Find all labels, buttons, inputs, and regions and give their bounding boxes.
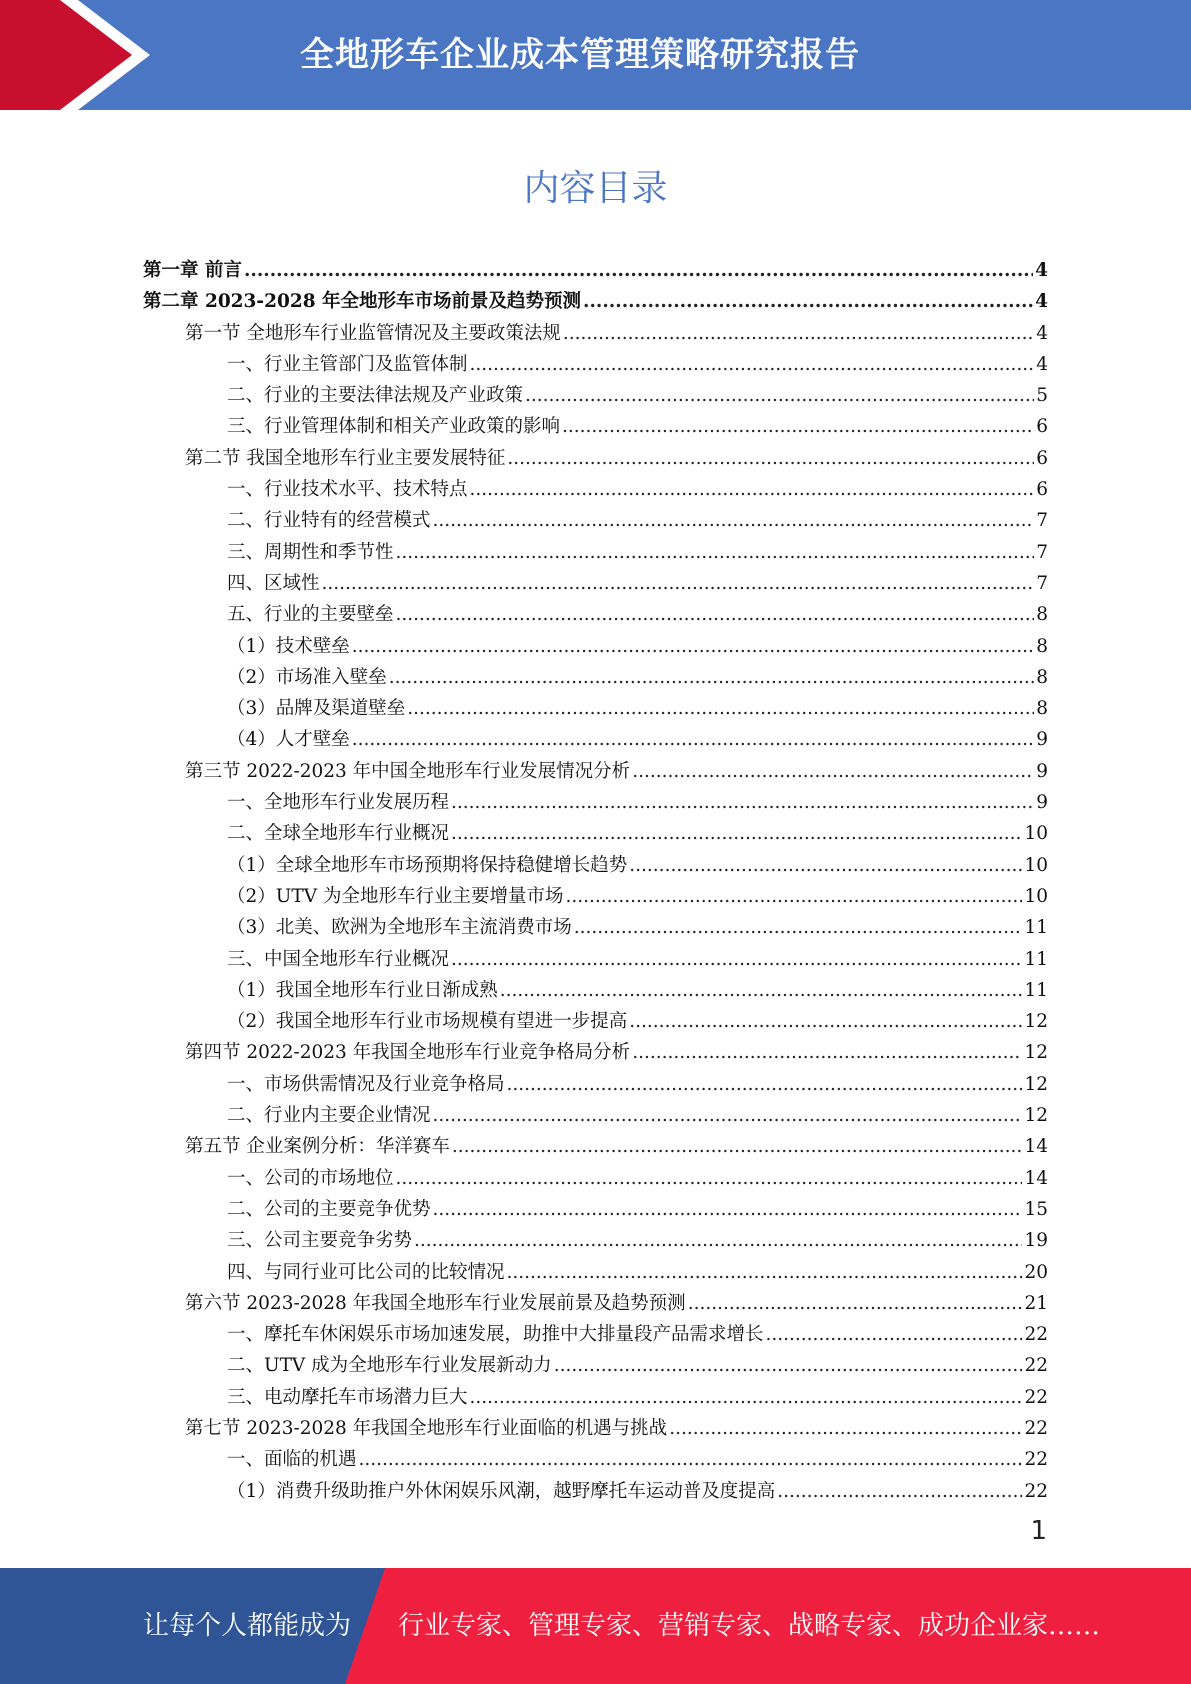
toc-entry[interactable] [143,1476,1048,1507]
toc-entry[interactable] [143,1131,1048,1162]
toc-dot-leader [507,443,1034,474]
toc-dot-leader [452,1131,1023,1162]
toc-entry[interactable] [143,787,1048,818]
toc-entry-page: 6 [1036,447,1048,469]
toc-dot-leader [359,1444,1023,1475]
toc-dot-leader [414,1225,1022,1256]
toc-dot-leader [352,724,1034,755]
toc-entry[interactable] [143,975,1048,1006]
toc-entry-page: 22 [1024,1417,1048,1439]
toc-entry[interactable] [143,818,1048,849]
toc-entry-title: 二、全球全地形车行业概况 [227,823,450,845]
toc-dot-leader [396,599,1035,630]
toc-entry-page: 5 [1036,385,1048,407]
toc-entry-title: 三、周期性和季节性 [227,541,394,563]
toc-dot-leader [525,380,1034,411]
toc-entry-title: 一、公司的市场地位 [227,1167,394,1189]
toc-entry-page: 19 [1024,1230,1048,1252]
toc-entry-title: 三、公司主要竞争劣势 [227,1230,413,1252]
toc-entry-page: 20 [1024,1261,1048,1283]
toc-entry-page: 6 [1036,416,1048,438]
toc-entry-page: 4 [1036,322,1048,344]
toc-entry-title: （1）我国全地形车行业日渐成熟 [227,979,498,1001]
toc-dot-leader [562,411,1034,442]
toc-entry-title: （4）人才壁垒 [227,729,350,751]
toc-entry[interactable] [143,1163,1048,1194]
toc-entry-title: 二、UTV 成为全地形车行业发展新动力 [227,1355,552,1377]
toc-entry-page: 12 [1024,1073,1048,1095]
footer-slogan-right: 行业专家、管理专家、营销专家、战略专家、成功企业家…… [398,1611,1101,1641]
toc-entry-page: 9 [1036,729,1048,751]
toc-heading: 内容目录 [523,168,668,209]
toc-dot-leader [777,1476,1022,1507]
toc-dot-leader [574,912,1023,943]
toc-dot-leader [470,349,1035,380]
toc-entry[interactable] [143,912,1048,943]
toc-entry-title: 第七节 2023-2028 年我国全地形车行业面临的机遇与挑战 [185,1417,668,1439]
toc-entry-title: 一、全地形车行业发展历程 [227,792,450,814]
toc-entry-page: 12 [1024,1105,1048,1127]
toc-dot-leader [389,662,1034,693]
toc-entry-title: 二、行业特有的经营模式 [227,510,431,532]
toc-dot-leader [433,505,1035,536]
toc-entry-title: 二、行业内主要企业情况 [227,1105,431,1127]
toc-dot-leader [563,318,1034,349]
toc-entry[interactable] [143,443,1048,474]
toc-entry[interactable] [143,693,1048,724]
toc-entry-title: （3）北美、欧洲为全地形车主流消费市场 [227,917,572,939]
toc-entry[interactable] [143,286,1048,317]
toc-entry-page: 14 [1024,1167,1048,1189]
toc-dot-leader [632,1037,1022,1068]
toc-entry[interactable] [143,1382,1048,1413]
toc-entry-page: 21 [1024,1292,1048,1314]
toc-dot-leader [451,787,1034,818]
toc-entry-page: 22 [1024,1355,1048,1377]
toc-dot-leader [470,474,1035,505]
table-of-contents [143,255,1048,1507]
toc-entry[interactable] [143,568,1048,599]
toc-dot-leader [632,756,1034,787]
toc-entry-title: 一、摩托车休闲娱乐市场加速发展，助推中大排量段产品需求增长 [227,1324,764,1346]
toc-entry[interactable] [143,537,1048,568]
toc-entry-page: 8 [1036,698,1048,720]
toc-entry[interactable] [143,1069,1048,1100]
toc-entry[interactable] [143,662,1048,693]
toc-dot-leader [688,1288,1023,1319]
toc-dot-leader [407,693,1034,724]
page-header [0,0,1191,110]
toc-entry[interactable] [143,724,1048,755]
toc-entry-title: 第一节 全地形车行业监管情况及主要政策法规 [185,322,561,344]
toc-dot-leader [565,881,1022,912]
toc-entry-page: 22 [1024,1324,1048,1346]
toc-entry-title: 第三节 2022-2023 年中国全地形车行业发展情况分析 [185,760,631,782]
toc-entry[interactable] [143,1413,1048,1444]
toc-entry-page: 6 [1036,479,1048,501]
toc-dot-leader [244,255,1033,286]
toc-entry-page: 8 [1036,666,1048,688]
toc-entry[interactable] [143,599,1048,630]
toc-entry[interactable] [143,1194,1048,1225]
toc-entry[interactable] [143,1225,1048,1256]
toc-entry-title: 第五节 企业案例分析：华洋赛车 [185,1136,450,1158]
toc-entry-page: 10 [1024,823,1048,845]
toc-entry-page: 11 [1024,979,1048,1001]
toc-dot-leader [507,1069,1023,1100]
toc-dot-leader [396,1163,1023,1194]
toc-entry-title: 三、中国全地形车行业概况 [227,948,450,970]
page-number: 1 [1030,1516,1047,1546]
toc-dot-leader [766,1319,1023,1350]
toc-entry-title: 二、行业的主要法律法规及产业政策 [227,385,524,407]
toc-dot-leader [470,1382,1023,1413]
toc-entry-page: 8 [1036,604,1048,626]
toc-entry-title: 第四节 2022-2023 年我国全地形车行业竞争格局分析 [185,1042,631,1064]
toc-entry-title: （1）全球全地形车市场预期将保持稳健增长趋势 [227,854,628,876]
toc-entry-page: 8 [1036,635,1048,657]
toc-entry-title: （1）消费升级助推户外休闲娱乐风潮，越野摩托车运动普及度提高 [227,1480,776,1502]
toc-entry-title: 一、行业主管部门及监管体制 [227,353,468,375]
toc-entry-page: 12 [1024,1011,1048,1033]
toc-entry-page: 15 [1024,1198,1048,1220]
toc-entry-page: 4 [1035,260,1048,281]
toc-entry[interactable] [143,756,1048,787]
toc-dot-leader [322,568,1035,599]
toc-entry[interactable] [143,255,1048,286]
toc-entry-title: 第二章 2023-2028 年全地形车市场前景及趋势预测 [143,291,582,313]
toc-dot-leader [507,1257,1023,1288]
toc-entry-page: 7 [1036,510,1048,532]
toc-entry-page: 10 [1024,854,1048,876]
toc-dot-leader [451,818,1022,849]
toc-entry[interactable] [143,944,1048,975]
toc-entry[interactable] [143,1006,1048,1037]
toc-entry[interactable] [143,881,1048,912]
toc-entry-title: （2）UTV 为全地形车行业主要增量市场 [227,885,564,907]
toc-entry[interactable] [143,1037,1048,1068]
toc-entry[interactable] [143,1288,1048,1319]
toc-entry-page: 14 [1024,1136,1048,1158]
toc-entry[interactable] [143,474,1048,505]
toc-entry-page: 4 [1036,353,1048,375]
toc-entry-page: 4 [1035,291,1048,313]
toc-entry-page: 11 [1024,948,1048,970]
toc-entry-page: 22 [1024,1449,1048,1471]
toc-entry-page: 12 [1024,1042,1048,1064]
toc-dot-leader [433,1100,1023,1131]
toc-entry[interactable] [143,411,1048,442]
page-footer [0,1568,1191,1684]
toc-dot-leader [669,1413,1022,1444]
toc-entry[interactable] [143,631,1048,662]
toc-entry[interactable] [143,505,1048,536]
toc-entry-title: （1）技术壁垒 [227,635,350,657]
toc-entry[interactable] [143,380,1048,411]
toc-entry-title: 二、公司的主要竞争优势 [227,1198,431,1220]
toc-dot-leader [554,1350,1023,1381]
toc-entry-title: 一、面临的机遇 [227,1449,357,1471]
toc-entry-page: 7 [1036,572,1048,594]
toc-entry-title: 三、行业管理体制和相关产业政策的影响 [227,416,561,438]
toc-entry-title: 一、市场供需情况及行业竞争格局 [227,1073,505,1095]
toc-entry-page: 10 [1024,885,1048,907]
toc-dot-leader [583,286,1033,317]
toc-entry[interactable] [143,1350,1048,1381]
toc-dot-leader [352,631,1034,662]
toc-entry-page: 7 [1036,541,1048,563]
toc-entry[interactable] [143,1257,1048,1288]
toc-dot-leader [396,537,1035,568]
toc-entry-page: 9 [1036,760,1048,782]
toc-entry[interactable] [143,850,1048,881]
toc-dot-leader [629,850,1022,881]
toc-entry-title: 四、区域性 [227,572,320,594]
toc-entry-page: 22 [1024,1386,1048,1408]
toc-entry-title: 三、电动摩托车市场潜力巨大 [227,1386,468,1408]
toc-entry-title: 五、行业的主要壁垒 [227,604,394,626]
toc-entry-title: 四、与同行业可比公司的比较情况 [227,1261,505,1283]
toc-entry-title: 第二节 我国全地形车行业主要发展特征 [185,447,506,469]
toc-entry-title: 第一章 前言 [143,260,242,281]
toc-entry[interactable] [143,1444,1048,1475]
toc-entry[interactable] [143,349,1048,380]
toc-dot-leader [500,975,1023,1006]
toc-entry[interactable] [143,318,1048,349]
toc-entry-title: （2）我国全地形车行业市场规模有望进一步提高 [227,1011,628,1033]
footer-slogan-left: 让每个人都能成为 [143,1611,352,1641]
toc-entry-title: （2）市场准入壁垒 [227,666,387,688]
toc-dot-leader [629,1006,1022,1037]
toc-entry-page: 22 [1024,1480,1048,1502]
toc-entry-page: 11 [1024,917,1048,939]
toc-dot-leader [451,944,1022,975]
report-title: 全地形车企业成本管理策略研究报告 [300,35,860,75]
toc-dot-leader [433,1194,1023,1225]
toc-entry-title: 第六节 2023-2028 年我国全地形车行业发展前景及趋势预测 [185,1292,686,1314]
toc-entry-title: （3）品牌及渠道壁垒 [227,698,406,720]
toc-entry[interactable] [143,1100,1048,1131]
toc-entry-title: 一、行业技术水平、技术特点 [227,479,468,501]
toc-entry[interactable] [143,1319,1048,1350]
toc-entry-page: 9 [1036,792,1048,814]
